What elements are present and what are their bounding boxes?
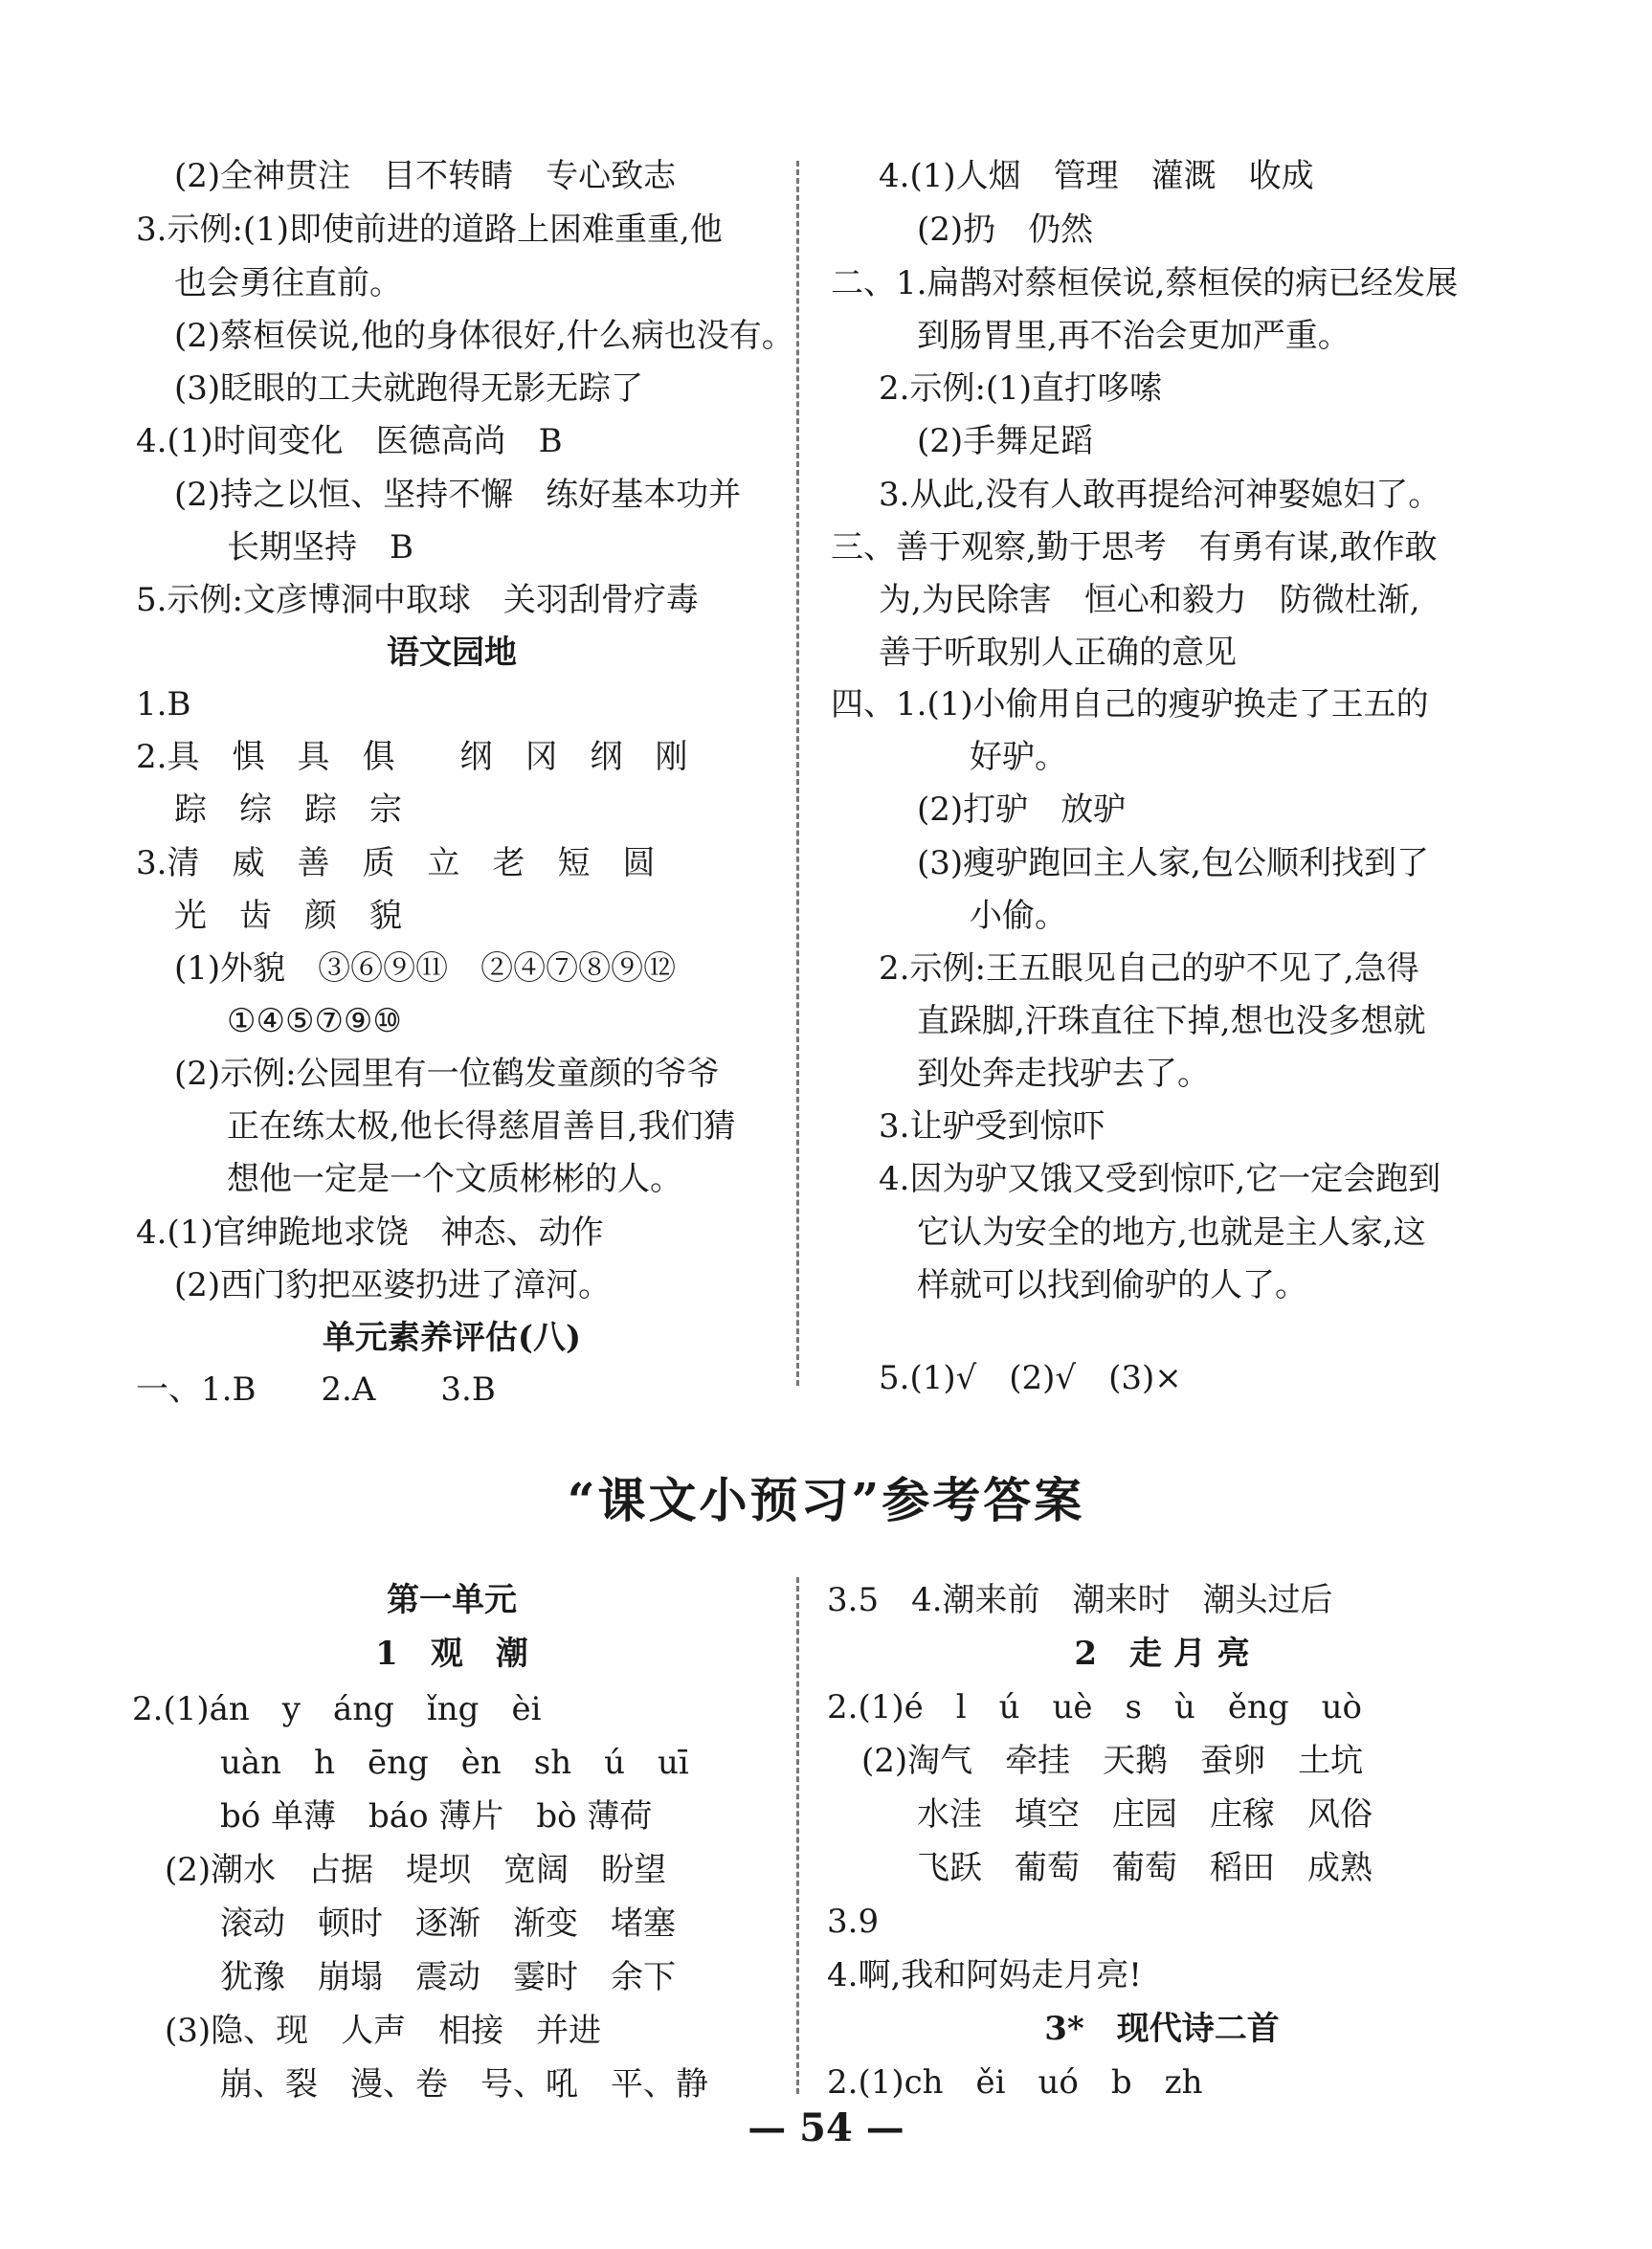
upper-right-line-10: 善于听取别人正确的意见 [879,634,1237,672]
upper-left-line-14: 光 齿 颜 貌 [174,897,402,935]
upper-right-line-8: 三、善于观察,勤于思考 有勇有谋,敢作敢 [831,528,1438,567]
lower-left-line-4: (2)潮水 占据 堤坝 宽阔 盼望 [165,1851,667,1889]
heading-lesson-1: 1 观 潮 [375,1635,528,1673]
upper-left-line-2: 3.示例:(1)即使前进的道路上困难重重,他 [136,211,723,249]
upper-left-line-17: (2)示例:公园里有一位鹤发童颜的爷爷 [174,1055,720,1093]
lower-left-line-7: (3)隐、现 人声 相接 并进 [165,2012,602,2050]
lower-left-line-8: 崩、裂 漫、卷 号、吼 平、静 [220,2065,708,2104]
upper-right-line-13: (2)打驴 放驴 [917,790,1127,829]
upper-left-line-9: 5.示例:文彦博洞中取球 关羽刮骨疗毒 [136,581,699,619]
upper-left-line-15: (1)外貌 ③⑥⑨⑪ ②④⑦⑧⑨⑫ [174,949,677,988]
lower-left-line-5: 滚动 顿时 逐渐 渐变 堵塞 [220,1904,676,1943]
upper-right-line-16: 2.示例:王五眼见自己的驴不见了,急得 [879,949,1419,988]
upper-right-line-22: 样就可以找到偷驴的人了。 [917,1266,1307,1304]
heading-lesson-2: 2 走 月 亮 [1074,1635,1250,1673]
upper-left-line-1: (2)全神贯注 目不转睛 专心致志 [174,157,677,195]
upper-right-line-11: 四、1.(1)小偷用自己的瘦驴换走了王五的 [831,685,1429,724]
lower-left-line-1: 2.(1)án y áng ǐng èi [132,1690,542,1728]
upper-right-line-7: 3.从此,没有人敢再提给河神娶媳妇了。 [879,476,1441,514]
upper-left-line-8: 长期坚持 B [227,528,413,567]
upper-left-line-12: 踪 综 踪 宗 [174,790,402,829]
upper-left-line-19: 想他一定是一个文质彬彬的人。 [227,1160,682,1198]
upper-right-line-19: 3.让驴受到惊吓 [879,1107,1105,1146]
upper-left-line-20: 4.(1)官绅跪地求饶 神态、动作 [136,1214,604,1252]
upper-left-line-13: 3.清 威 善 质 立 老 短 圆 [136,844,656,882]
upper-right-line-23: 5.(1)√ (2)√ (3)× [879,1359,1182,1397]
upper-right-line-3: 二、1.扁鹊对蔡桓侯说,蔡桓侯的病已经发展 [831,264,1459,302]
heading-lesson-3: 3* 现代诗二首 [1044,2010,1280,2048]
heading-yuwen-yuandi: 语文园地 [387,634,517,672]
lower-right-line-3: (2)淘气 牵挂 天鹅 蚕卵 土坑 [861,1742,1364,1780]
page-number: — 54 — [748,2105,904,2150]
lower-right-line-1: 3.5 4.潮来前 潮来时 潮头过后 [827,1581,1333,1619]
upper-left-line-18: 正在练太极,他长得慈眉善目,我们猜 [227,1107,736,1146]
upper-right-line-4: 到肠胃里,再不治会更加严重。 [917,317,1351,355]
upper-right-line-21: 它认为安全的地方,也就是主人家,这 [917,1214,1426,1252]
upper-left-line-4: (2)蔡桓侯说,他的身体很好,什么病也没有。 [174,317,794,355]
lower-left-line-3: bó 单薄 báo 薄片 bò 薄荷 [220,1797,653,1836]
upper-right-line-14: (3)瘦驴跑回主人家,包公顺利找到了 [917,844,1429,882]
lower-right-line-6: 3.9 [827,1903,880,1941]
upper-right-line-20: 4.因为驴又饿又受到惊吓,它一定会跑到 [879,1160,1441,1198]
upper-right-line-2: (2)扔 仍然 [917,211,1094,249]
upper-right-line-1: 4.(1)人烟 管理 灌溉 收成 [879,157,1314,195]
lower-right-line-4: 水洼 填空 庄园 庄稼 风俗 [917,1795,1373,1834]
upper-right-line-9: 为,为民除害 恒心和毅力 防微杜渐, [879,581,1420,619]
lower-left-line-2: uàn h ēng èn sh ú uī [220,1744,689,1782]
column-divider-upper [796,161,799,1386]
upper-left-line-7: (2)持之以恒、坚持不懈 练好基本功并 [174,476,742,514]
upper-left-line-16: ①④⑤⑦⑨⑩ [227,1002,402,1040]
upper-left-line-5: (3)眨眼的工夫就跑得无影无踪了 [174,369,644,408]
upper-right-line-17: 直跺脚,汗珠直往下掉,想也没多想就 [917,1002,1426,1040]
lower-right-line-5: 飞跃 葡萄 葡萄 稻田 成熟 [917,1849,1373,1887]
upper-right-line-15: 小偷。 [970,897,1067,935]
upper-right-line-5: 2.示例:(1)直打哆嗦 [879,369,1163,408]
lower-right-line-7: 4.啊,我和阿妈走月亮! [827,1956,1142,1994]
lower-right-line-8: 2.(1)ch ěi uó b zh [827,2063,1203,2102]
upper-left-line-6: 4.(1)时间变化 医德高尚 B [136,422,563,460]
lower-right-line-2: 2.(1)é l ú uè s ù ěng uò [827,1688,1363,1726]
lower-left-line-6: 犹豫 崩塌 震动 霎时 余下 [220,1958,676,1996]
upper-right-line-6: (2)手舞足蹈 [917,422,1094,460]
upper-right-line-18: 到处奔走找驴去了。 [917,1055,1210,1093]
upper-left-line-10: 1.B [136,685,191,724]
heading-di-yi-danyuan: 第一单元 [387,1581,517,1619]
column-divider-lower [796,1577,799,2094]
heading-danyuan-pinggu: 单元素养评估(八) [322,1319,582,1357]
section-title: “课文小预习”参考答案 [567,1472,1085,1528]
upper-right-line-12: 好驴。 [970,738,1067,776]
upper-left-line-21: (2)西门豹把巫婆扔进了漳河。 [174,1266,612,1304]
upper-left-line-11: 2.具 惧 具 俱 纲 冈 纲 刚 [136,738,688,776]
upper-left-line-3: 也会勇往直前。 [174,264,402,302]
upper-left-line-22: 一、1.B 2.A 3.B [136,1370,496,1409]
